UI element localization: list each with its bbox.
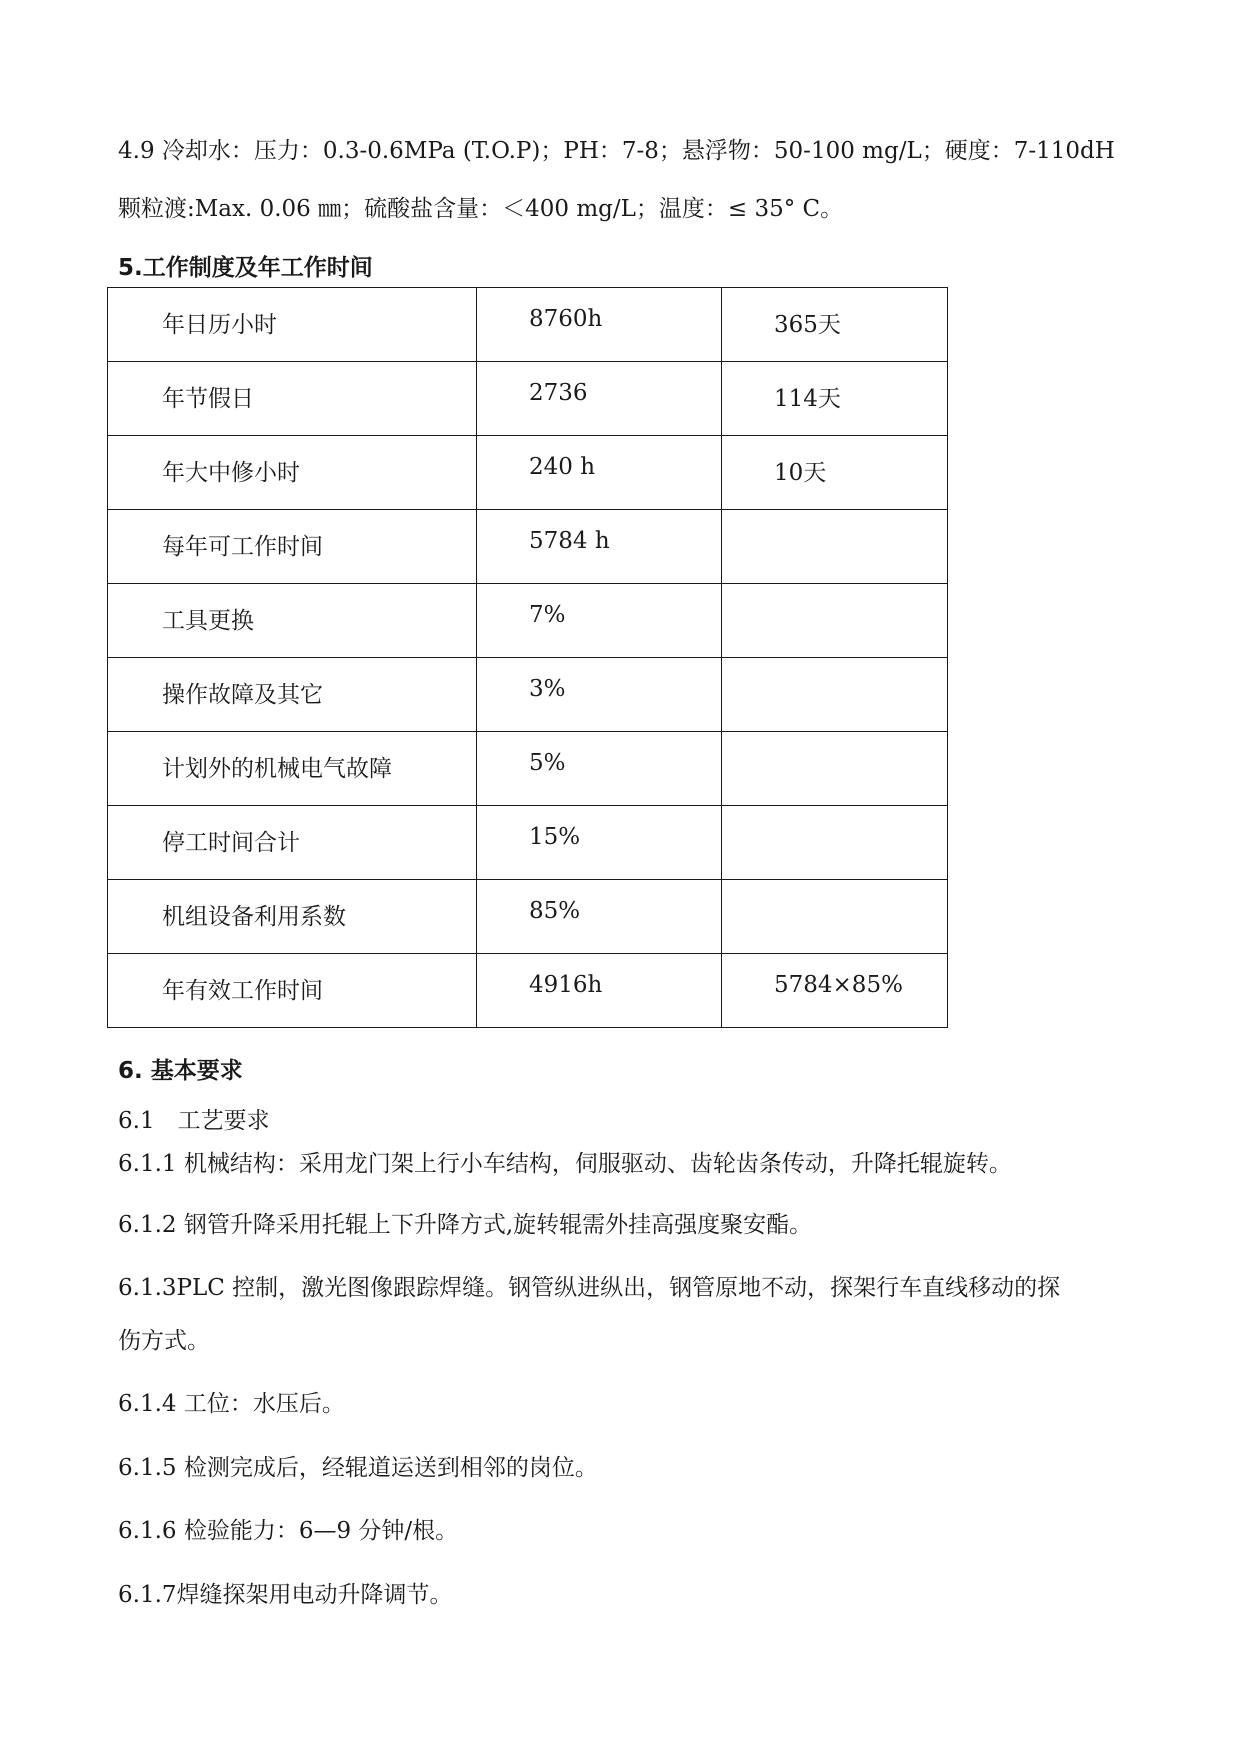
- row-value-cell: 15%: [477, 806, 722, 880]
- paragraph-6-1-2: 6.1.2 钢管升降采用托辊上下升降方式,旋转辊需外挂高强度聚安酯。: [118, 1212, 813, 1238]
- paragraph-6-1-4: 6.1.4 工位：水压后。: [118, 1391, 345, 1417]
- row-item-cell: 年日历小时: [108, 288, 477, 362]
- row-value-cell: 5%: [477, 732, 722, 806]
- row-item-cell: 停工时间合计: [108, 806, 477, 880]
- table-row: [108, 658, 948, 732]
- table-row: [108, 880, 948, 954]
- subsection-6-1: 6.1 工艺要求: [118, 1108, 270, 1134]
- row-item-cell: 年有效工作时间: [108, 954, 477, 1028]
- row-item-cell: 每年可工作时间: [108, 510, 477, 584]
- paragraph-6-1-3-line-1: 6.1.3PLC 控制，激光图像跟踪焊缝。钢管纵进纵出，钢管原地不动，探架行车直线移动的探: [118, 1275, 1061, 1301]
- work-schedule-table: [107, 287, 948, 1028]
- table-row: [108, 436, 948, 510]
- row-value-cell: 7%: [477, 584, 722, 658]
- section-5-title: 5.工作制度及年工作时间: [118, 255, 373, 281]
- paragraph-6-1-7: 6.1.7焊缝探架用电动升降调节。: [118, 1582, 453, 1608]
- paragraph-6-1-3-line-2: 伤方式。: [118, 1328, 210, 1354]
- row-note-cell: [722, 510, 948, 584]
- row-value-cell: 8760h: [477, 288, 722, 362]
- row-value-cell: 5784 h: [477, 510, 722, 584]
- row-item-cell: 年大中修小时: [108, 436, 477, 510]
- table-row: [108, 510, 948, 584]
- cooling-water-line-2: 颗粒渡:Max. 0.06 ㎜；硫酸盐含量：＜400 mg/L；温度：≤ 35° C。: [118, 196, 844, 222]
- row-note-cell: 365天: [722, 288, 948, 362]
- row-value-cell: 85%: [477, 880, 722, 954]
- table-row: [108, 362, 948, 436]
- row-item-cell: 计划外的机械电气故障: [108, 732, 477, 806]
- row-note-cell: [722, 584, 948, 658]
- section-6-title: 6. 基本要求: [118, 1058, 243, 1084]
- paragraph-6-1-1: 6.1.1 机械结构：采用龙门架上行小车结构，伺服驱动、齿轮齿条传动，升降托辊旋转。: [118, 1151, 1012, 1177]
- row-value-cell: 240 h: [477, 436, 722, 510]
- row-note-cell: [722, 732, 948, 806]
- table-row: [108, 806, 948, 880]
- table-row: [108, 954, 948, 1028]
- cooling-water-line-1: 4.9 冷却水：压力：0.3-0.6MPa (T.O.P)；PH：7-8；悬浮物：50-100 mg/L；硬度：7-110dH: [118, 138, 1115, 164]
- row-note-cell: 5784×85%: [722, 954, 948, 1028]
- row-item-cell: 操作故障及其它: [108, 658, 477, 732]
- row-item-cell: 年节假日: [108, 362, 477, 436]
- row-value-cell: 3%: [477, 658, 722, 732]
- table-row: [108, 584, 948, 658]
- row-note-cell: [722, 806, 948, 880]
- row-item-cell: 机组设备利用系数: [108, 880, 477, 954]
- paragraph-6-1-5: 6.1.5 检测完成后，经辊道运送到相邻的岗位。: [118, 1455, 598, 1481]
- row-item-cell: 工具更换: [108, 584, 477, 658]
- row-note-cell: 114天: [722, 362, 948, 436]
- row-note-cell: [722, 880, 948, 954]
- row-note-cell: [722, 658, 948, 732]
- table-row: [108, 288, 948, 362]
- row-value-cell: 2736: [477, 362, 722, 436]
- paragraph-6-1-6: 6.1.6 检验能力：6—9 分钟/根。: [118, 1518, 459, 1544]
- row-value-cell: 4916h: [477, 954, 722, 1028]
- row-note-cell: 10天: [722, 436, 948, 510]
- table-row: [108, 732, 948, 806]
